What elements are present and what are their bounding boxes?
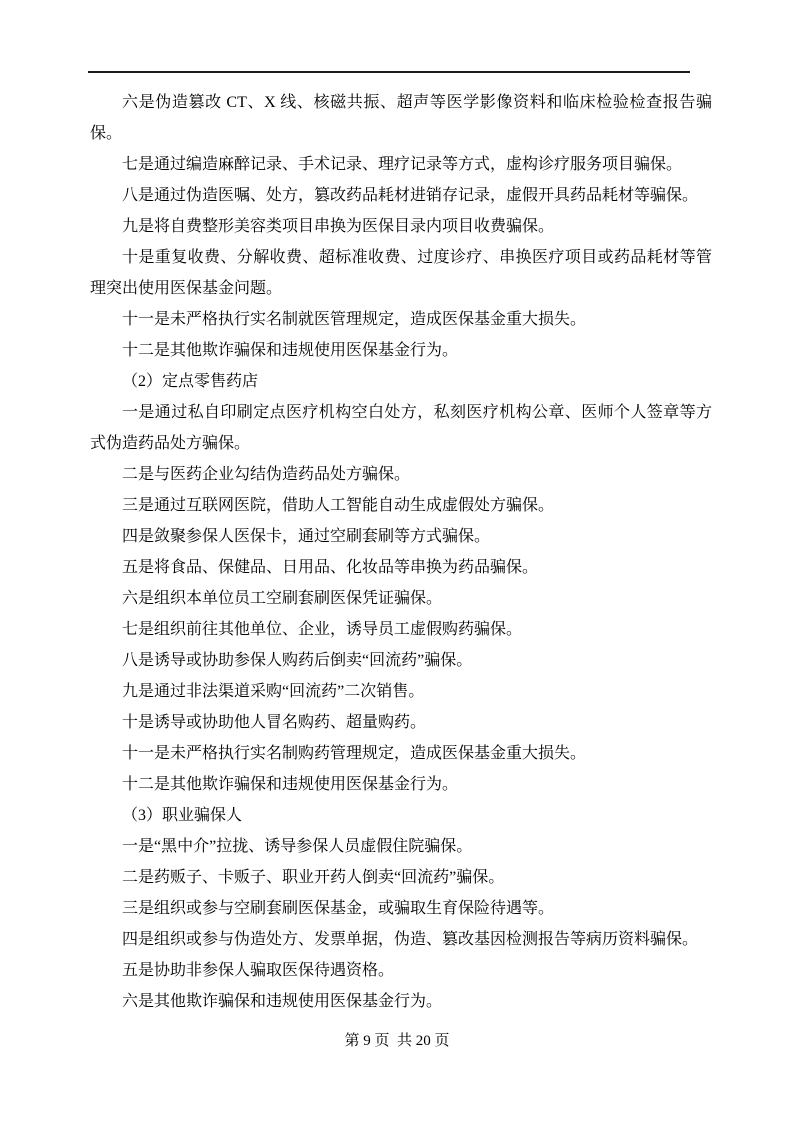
paragraph: 十二是其他欺诈骗保和违规使用医保基金行为。 xyxy=(122,342,459,359)
paragraph: 十是诱导或协助他人冒名购药、超量购药。 xyxy=(122,714,427,731)
paragraph: 八是诱导或协助参保人购药后倒卖“回流药”骗保。 xyxy=(122,652,473,669)
paragraph: 七是通过编造麻醉记录、手术记录、理疗记录等方式，虚构诊疗服务项目骗保。 xyxy=(122,156,683,173)
paragraph: 十一是未严格执行实名制购药管理规定，造成医保基金重大损失。 xyxy=(122,745,587,762)
paragraph: 九是通过非法渠道采购“回流药”二次销售。 xyxy=(122,683,425,700)
document-body xyxy=(90,87,712,1017)
paragraph: 二是药贩子、卡贩子、职业开药人倒卖“回流药”骗保。 xyxy=(122,869,505,886)
paragraph: 四是敛聚参保人医保卡，通过空刷套刷等方式骗保。 xyxy=(122,528,491,545)
paragraph: 六是伪造篡改 CT、X 线、核磁共振、超声等医学影像资料和临床检验检查报告骗保。 xyxy=(90,94,712,142)
paragraph: 三是通过互联网医院，借助人工智能自动生成虚假处方骗保。 xyxy=(122,497,555,514)
paragraph: 九是将自费整形美容类项目串换为医保目录内项目收费骗保。 xyxy=(122,218,555,235)
paragraph: 一是“黑中介”拉拢、诱导参保人员虚假住院骗保。 xyxy=(122,838,473,855)
paragraph: 十一是未严格执行实名制就医管理规定，造成医保基金重大损失。 xyxy=(122,311,587,328)
paragraph: 六是其他欺诈骗保和违规使用医保基金行为。 xyxy=(122,993,443,1010)
paragraph: 十二是其他欺诈骗保和违规使用医保基金行为。 xyxy=(122,776,459,793)
page-footer xyxy=(0,1032,794,1050)
paragraph: （2）定点零售药店 xyxy=(122,373,259,390)
paragraph: （3）职业骗保人 xyxy=(122,807,243,824)
paragraph: 一是通过私自印刷定点医疗机构空白处方，私刻医疗机构公章、医师个人签章等方式伪造药品处方骗保。 xyxy=(90,404,712,452)
paragraph: 三是组织或参与空刷套刷医保基金，或骗取生育保险待遇等。 xyxy=(122,900,555,917)
paragraph: 五是将食品、保健品、日用品、化妆品等串换为药品骗保。 xyxy=(122,559,539,576)
paragraph: 八是通过伪造医嘱、处方，篡改药品耗材进销存记录，虚假开具药品耗材等骗保。 xyxy=(122,187,699,204)
paragraph: 六是组织本单位员工空刷套刷医保凭证骗保。 xyxy=(122,590,443,607)
paragraph: 二是与医药企业勾结伪造药品处方骗保。 xyxy=(122,466,411,483)
paragraph: 七是组织前往其他单位、企业，诱导员工虚假购药骗保。 xyxy=(122,621,523,638)
paragraph: 四是组织或参与伪造处方、发票单据，伪造、篡改基因检测报告等病历资料骗保。 xyxy=(122,931,699,948)
paragraph: 五是协助非参保人骗取医保待遇资格。 xyxy=(122,962,395,979)
header-rule xyxy=(88,71,690,73)
page-number-indicator: 第 9 页 共 20 页 xyxy=(344,1033,450,1049)
paragraph: 十是重复收费、分解收费、超标准收费、过度诊疗、串换医疗项目或药品耗材等管理突出使用医保基金问题。 xyxy=(90,249,712,297)
